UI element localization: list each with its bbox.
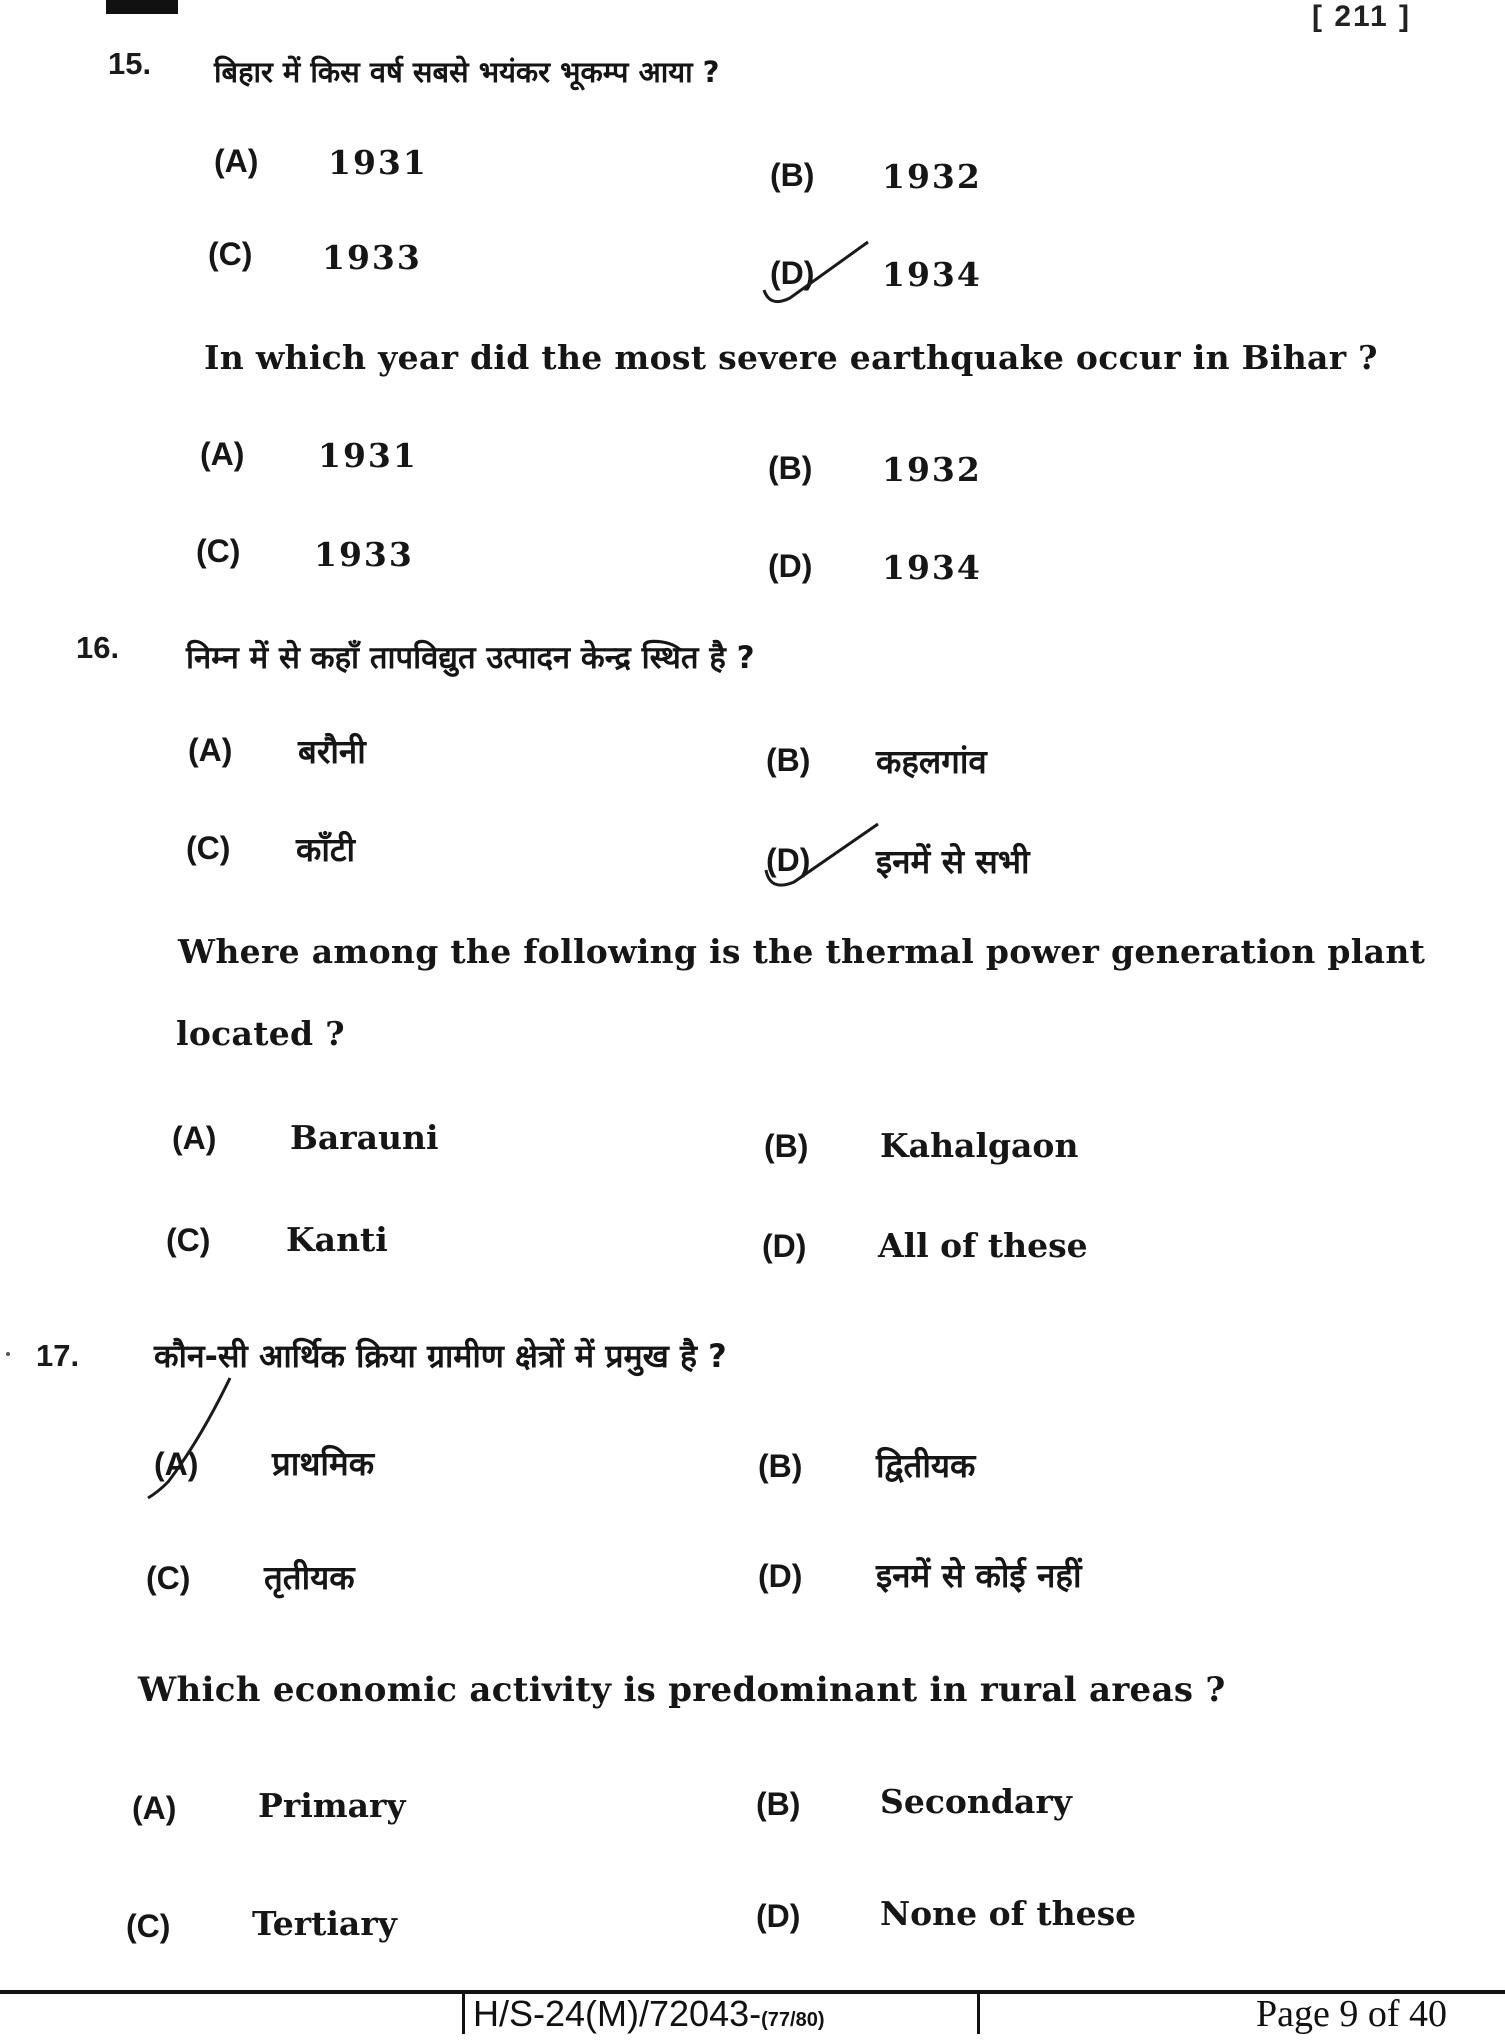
option-text: बरौनी (298, 732, 366, 771)
option-label: (C) (126, 1908, 171, 1944)
option-text: None of these (880, 1894, 1137, 1933)
option-label: (A) (132, 1790, 177, 1826)
option-text: प्राथमिक (272, 1444, 375, 1483)
option-label: (D) (756, 1898, 801, 1934)
option-text: 1931 (318, 436, 418, 475)
option-label: (D) (762, 1228, 807, 1264)
option-label: (B) (766, 742, 811, 778)
option-text: Tertiary (252, 1904, 397, 1943)
option-label: (D) (766, 842, 811, 878)
option-label: (D) (768, 548, 813, 584)
corner-mark (106, 0, 178, 14)
question-number: 17. (36, 1338, 80, 1373)
check-mark-icon (756, 238, 876, 313)
check-mark-icon (760, 820, 880, 900)
option-text: Primary (258, 1786, 406, 1825)
question-text-english: In which year did the most severe earthquake occur in Bihar ? (204, 338, 1378, 377)
option-label: (A) (200, 436, 245, 472)
option-text: इनमें से कोई नहीं (876, 1556, 1082, 1595)
option-text: 1932 (882, 157, 982, 196)
question-text-english: Which economic activity is predominant in rural areas ? (138, 1670, 1226, 1710)
question-text-hindi: बिहार में किस वर्ष सबसे भयंकर भूकम्प आया ? (214, 55, 720, 89)
option-text: Kahalgaon (880, 1126, 1079, 1165)
option-text: 1933 (322, 238, 422, 277)
option-text: 1932 (882, 450, 982, 489)
page-number: Page 9 of 40 (1256, 1993, 1448, 2035)
option-text: 1933 (314, 535, 414, 574)
question-text-hindi: निम्न में से कहाँ तापविद्युत उत्पादन केन्द्र स्थित है ? (186, 640, 755, 676)
option-label: (A) (154, 1446, 199, 1482)
option-label: (C) (186, 830, 231, 866)
option-label: (C) (166, 1222, 211, 1258)
option-text: काँटी (296, 830, 356, 869)
option-label: (D) (770, 255, 815, 291)
option-label: (C) (196, 533, 241, 569)
option-text: कहलगांव (876, 742, 987, 781)
stray-mark (6, 1352, 10, 1356)
option-label: (D) (758, 1558, 803, 1594)
option-label: (B) (764, 1128, 809, 1164)
option-label: (B) (768, 450, 813, 486)
option-label: (B) (770, 157, 815, 193)
option-text: इनमें से सभी (876, 842, 1030, 881)
question-text-hindi: कौन-सी आर्थिक क्रिया ग्रामीण क्षेत्रों में प्रमुख है ? (154, 1337, 727, 1375)
option-text: All of these (878, 1226, 1088, 1265)
option-text: Barauni (290, 1118, 439, 1157)
page-code: [ 211 ] (1312, 0, 1412, 33)
check-mark-icon (140, 1370, 290, 1510)
option-text: Kanti (286, 1220, 388, 1259)
option-text: Secondary (880, 1782, 1072, 1821)
paper-code (462, 1994, 980, 2034)
option-text: 1934 (882, 548, 982, 587)
option-text: द्वितीयक (876, 1446, 976, 1485)
option-text: तृतीयक (264, 1558, 355, 1597)
option-label: (C) (146, 1560, 191, 1596)
option-label: (A) (172, 1120, 217, 1156)
option-label: (B) (756, 1786, 801, 1822)
question-number: 15. (108, 46, 152, 81)
paper-code-main: H/S-24(M)/72043- (473, 1993, 762, 2034)
question-number: 16. (76, 630, 120, 665)
option-label: (C) (208, 236, 253, 272)
option-label: (B) (758, 1448, 803, 1484)
question-text-english: Where among the following is the thermal power generation plant (178, 932, 1426, 971)
question-text-english-cont: located ? (176, 1014, 345, 1053)
option-label: (A) (214, 143, 259, 179)
option-text: 1934 (882, 255, 982, 294)
option-label: (A) (188, 732, 233, 768)
paper-code-set: (77/80) (761, 2009, 825, 2031)
option-text: 1931 (328, 143, 428, 182)
